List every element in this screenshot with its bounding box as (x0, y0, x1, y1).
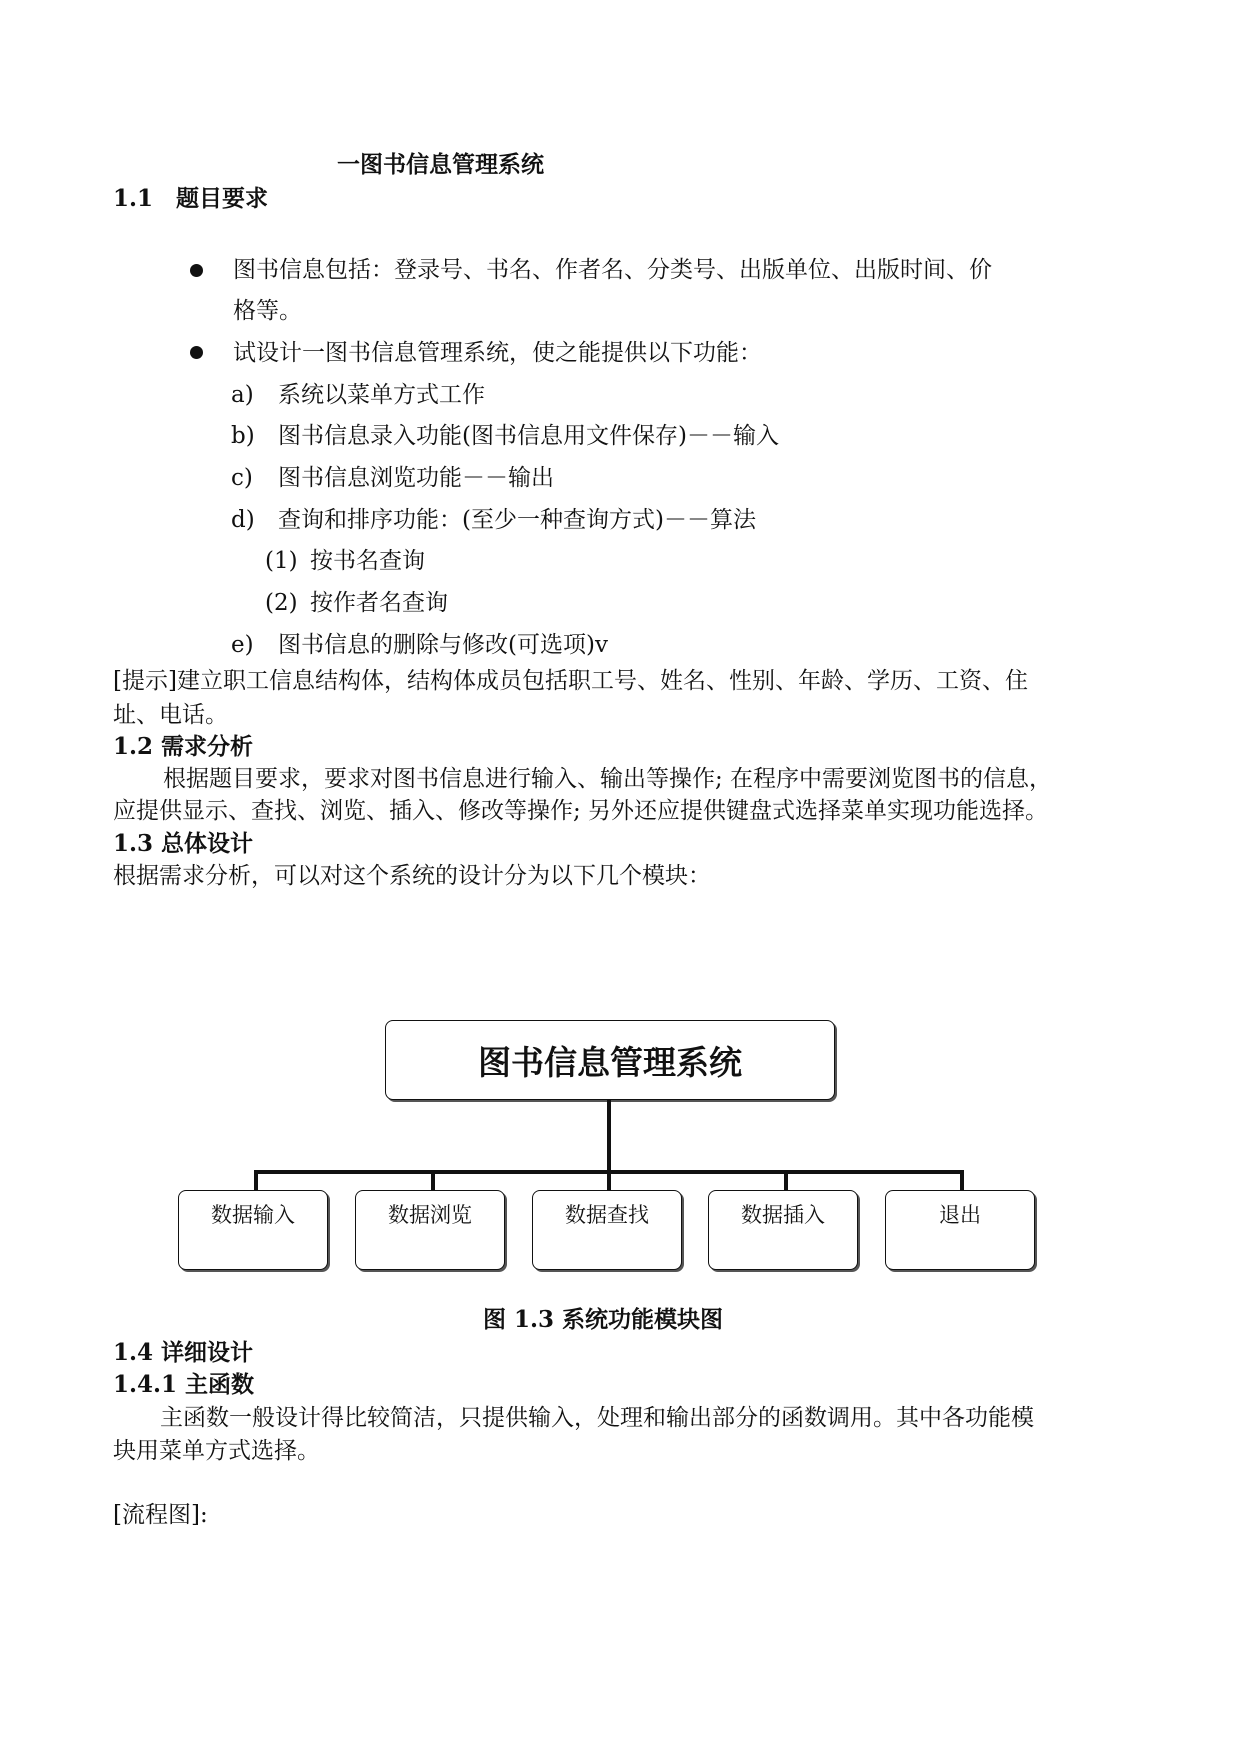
connector-line (784, 1170, 788, 1190)
hint-paragraph: [提示]建立职工信息结构体，结构体成员包括职工号、姓名、性别、年龄、学历、工资、住 (113, 668, 1028, 694)
section-heading-1-1: 1.1 题目要求 (113, 185, 269, 212)
module-box: 退出 (885, 1190, 1035, 1270)
list-marker: c) (231, 465, 253, 491)
main-function-paragraph: 主函数一般设计得比较简洁，只提供输入，处理和输出部分的函数调用。其中各功能模 (160, 1405, 1034, 1431)
module-box: 数据输入 (178, 1190, 328, 1270)
design-paragraph: 根据需求分析，可以对这个系统的设计分为以下几个模块： (113, 863, 711, 889)
analysis-paragraph: 应提供显示、查找、浏览、插入、修改等操作; 另外还应提供键盘式选择菜单实现功能选择。 (113, 798, 1049, 824)
sublist-item: 按书名查询 (310, 548, 425, 574)
section-heading-1-4-1: 1.4.1 主函数 (113, 1371, 255, 1398)
list-marker: e) (231, 632, 254, 658)
bullet-dot (190, 346, 203, 359)
list-item: 图书信息录入功能(图书信息用文件保存)－－输入 (278, 423, 779, 449)
hint-paragraph: 址、电话。 (113, 702, 228, 728)
document-title: 一图书信息管理系统 (337, 151, 544, 178)
list-marker: a) (231, 382, 254, 408)
bullet-dot (190, 264, 203, 277)
list-marker: b) (231, 423, 255, 449)
bullet-text: 试设计一图书信息管理系统，使之能提供以下功能： (233, 340, 762, 366)
section-heading-1-2: 1.2 需求分析 (113, 733, 254, 760)
list-item: 图书信息的删除与修改(可选项)v (278, 632, 608, 658)
module-box: 数据查找 (532, 1190, 682, 1270)
list-item: 系统以菜单方式工作 (278, 382, 485, 408)
module-box: 数据浏览 (355, 1190, 505, 1270)
connector-line (607, 1100, 611, 1172)
sublist-marker: (2) (265, 590, 298, 616)
section-heading-1-3: 1.3 总体设计 (113, 830, 254, 857)
connector-line (960, 1170, 964, 1190)
sublist-item: 按作者名查询 (310, 590, 448, 616)
figure-caption: 图 1.3 系统功能模块图 (483, 1306, 724, 1333)
connector-line (254, 1170, 258, 1190)
diagram-root-box: 图书信息管理系统 (385, 1020, 835, 1100)
sublist-marker: (1) (265, 548, 298, 574)
list-item: 查询和排序功能：(至少一种查询方式)－－算法 (278, 507, 756, 533)
list-marker: d) (231, 507, 255, 533)
module-box: 数据插入 (708, 1190, 858, 1270)
bullet-text: 格等。 (233, 298, 302, 324)
flowchart-label: [流程图]: (113, 1502, 208, 1528)
main-function-paragraph: 块用菜单方式选择。 (113, 1438, 320, 1464)
bullet-text: 图书信息包括：登录号、书名、作者名、分类号、出版单位、出版时间、价 (233, 257, 992, 283)
connector-line (607, 1170, 611, 1190)
analysis-paragraph: 根据题目要求，要求对图书信息进行输入、输出等操作; 在程序中需要浏览图书的信息， (163, 766, 1053, 792)
connector-line (431, 1170, 435, 1190)
module-diagram (170, 1020, 1080, 1300)
list-item: 图书信息浏览功能－－输出 (278, 465, 554, 491)
section-heading-1-4: 1.4 详细设计 (113, 1339, 254, 1366)
